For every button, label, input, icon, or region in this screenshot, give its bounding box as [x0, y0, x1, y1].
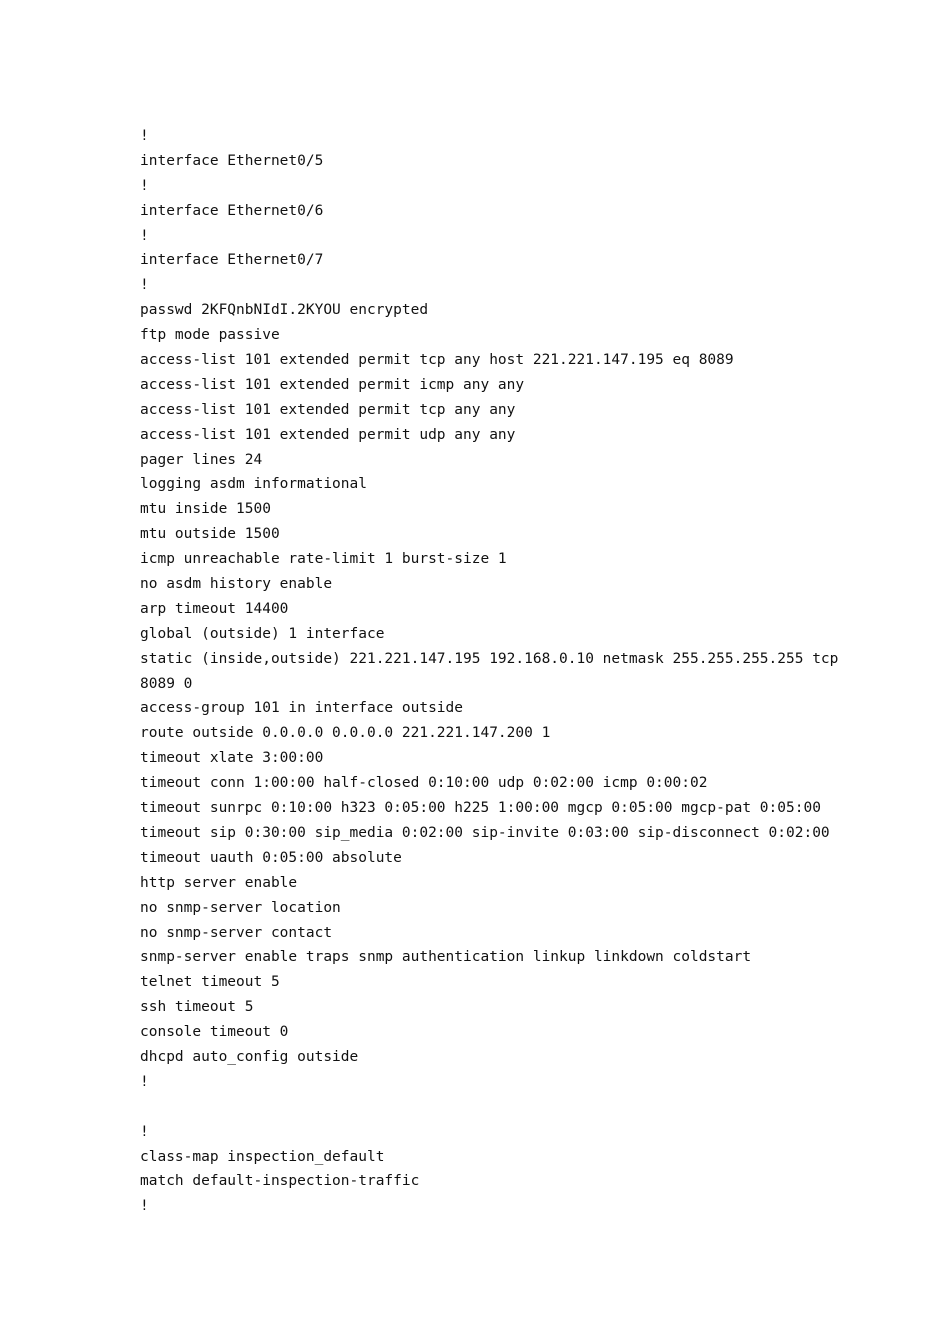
config-line: access-list 101 extended permit icmp any any	[140, 376, 525, 393]
config-line: access-list 101 extended permit tcp any host 221.221.147.195 eq 8089	[140, 352, 734, 369]
config-line: pager lines 24	[140, 451, 263, 468]
config-line: !	[140, 128, 149, 144]
config-line: dhcpd auto_config outside	[140, 1048, 359, 1065]
config-line: !	[140, 277, 149, 294]
config-line: no asdm history enable	[140, 576, 333, 593]
config-line: !	[140, 1198, 149, 1215]
config-line: logging asdm informational	[140, 476, 367, 493]
config-line: timeout xlate 3:00:00	[140, 750, 324, 767]
config-line: mtu outside 1500	[140, 526, 280, 543]
config-line: mtu inside 1500	[140, 501, 271, 518]
config-line: snmp-server enable traps snmp authentication linkup linkdown coldstart	[140, 949, 752, 966]
config-line: timeout conn 1:00:00 half-closed 0:10:00 udp 0:02:00 icmp 0:00:02	[140, 775, 708, 792]
config-line: timeout uauth 0:05:00 absolute	[140, 849, 402, 866]
config-listing	[140, 124, 860, 1219]
config-line: console timeout 0	[140, 1024, 289, 1041]
config-line: 8089 0	[140, 675, 193, 692]
config-line: access-list 101 extended permit udp any any	[140, 426, 516, 443]
config-line: icmp unreachable rate-limit 1 burst-size 1	[140, 551, 507, 568]
config-line: no snmp-server location	[140, 899, 341, 916]
config-line: timeout sip 0:30:00 sip_media 0:02:00 sip-invite 0:03:00 sip-disconnect 0:02:00	[140, 824, 830, 841]
config-line: !	[140, 1073, 149, 1090]
config-line: match default-inspection-traffic	[140, 1173, 420, 1190]
config-line: interface Ethernet0/6	[140, 202, 324, 219]
config-line: !	[140, 1123, 149, 1140]
config-line: interface Ethernet0/7	[140, 252, 324, 269]
config-line: telnet timeout 5	[140, 974, 280, 991]
config-line: class-map inspection_default	[140, 1148, 385, 1165]
config-line: global (outside) 1 interface	[140, 625, 385, 642]
config-line: !	[140, 177, 149, 194]
config-line: interface Ethernet0/5	[140, 152, 324, 169]
config-line: static (inside,outside) 221.221.147.195 192.168.0.10 netmask 255.255.255.255 tcp	[140, 650, 839, 667]
config-line: arp timeout 14400	[140, 600, 289, 617]
config-line: access-group 101 in interface outside	[140, 700, 464, 717]
config-line: ssh timeout 5	[140, 999, 254, 1016]
config-line: http server enable	[140, 874, 298, 891]
config-line: !	[140, 227, 149, 244]
config-line: ftp mode passive	[140, 327, 280, 344]
config-line: no snmp-server contact	[140, 924, 333, 941]
config-line: passwd 2KFQnbNIdI.2KYOU encrypted	[140, 302, 429, 319]
config-line	[140, 1095, 860, 1120]
config-line: access-list 101 extended permit tcp any any	[140, 401, 516, 418]
config-line: route outside 0.0.0.0 0.0.0.0 221.221.147.200 1	[140, 725, 551, 742]
config-line: timeout sunrpc 0:10:00 h323 0:05:00 h225 1:00:00 mgcp 0:05:00 mgcp-pat 0:05:00	[140, 800, 821, 817]
